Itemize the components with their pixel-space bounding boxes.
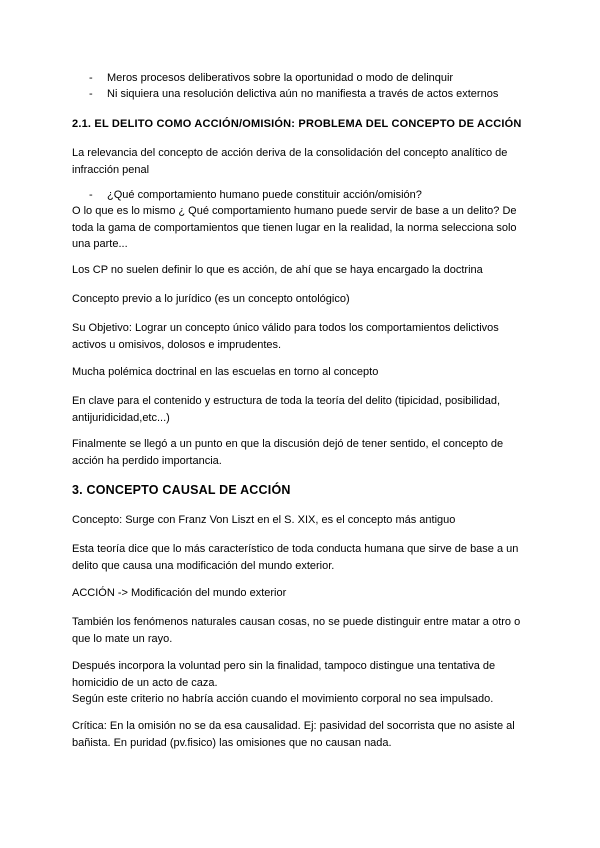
paragraph-line: activos u omisivos, dolosos e imprudentes. xyxy=(72,338,282,351)
section-heading: 3. CONCEPTO CAUSAL DE ACCIÓN xyxy=(72,483,291,497)
paragraph-line: antijuridicidad,etc...) xyxy=(72,411,170,424)
paragraph-line: que lo mate un rayo. xyxy=(72,632,173,645)
paragraph-line: Según este criterio no habría acción cuando el movimiento corporal no sea impulsado. xyxy=(72,693,494,705)
section-heading: 2.1. EL DELITO COMO ACCIÓN/OMISIÓN: PROBLEMA DEL CONCEPTO DE ACCIÓN xyxy=(72,118,522,130)
paragraph-critica xyxy=(72,718,532,751)
bullet-marker: - xyxy=(89,88,93,100)
paragraph-line: delito que causa una modificación del mundo exterior. xyxy=(72,559,335,572)
paragraph-line: O lo que es lo mismo ¿ Qué comportamiento humano puede servir de base a un delito? De xyxy=(72,205,517,217)
bullet-marker: - xyxy=(89,72,93,84)
bullet-marker: - xyxy=(89,189,93,201)
paragraph-line: Finalmente se llegó a un punto en que la discusión dejó de tener sentido, el concepto de xyxy=(72,438,504,450)
paragraph-clave xyxy=(72,393,532,426)
paragraph-line: También los fenómenos naturales causan cosas, no se puede distinguir entre matar a otro o xyxy=(72,616,521,628)
paragraph-line: toda la gama de comportamientos que tienen lugar en la realidad, la norma selecciona solo xyxy=(72,221,517,234)
paragraph-line: infracción penal xyxy=(72,163,150,176)
bullet-item: ¿Qué comportamiento humano puede constituir acción/omisión? xyxy=(107,189,422,201)
paragraph-line: una parte... xyxy=(72,238,128,250)
paragraph-line: Después incorpora la voluntad pero sin la finalidad, tampoco distingue una tentativa de xyxy=(72,660,496,672)
paragraph-concepto: Concepto: Surge con Franz Von Liszt en el S. XIX, es el concepto más antiguo xyxy=(72,514,456,526)
paragraph-intro xyxy=(72,145,532,178)
paragraph-teoria xyxy=(72,541,532,574)
paragraph-cp: Los CP no suelen definir lo que es acción, de ahí que se haya encargado la doctrina xyxy=(72,264,483,276)
bullet-item: Meros procesos deliberativos sobre la oportunidad o modo de delinquir xyxy=(107,72,454,84)
paragraph-fenomenos xyxy=(72,614,532,647)
paragraph-objetivo xyxy=(72,320,532,353)
paragraph-polemica: Mucha polémica doctrinal en las escuelas en torno al concepto xyxy=(72,366,379,378)
paragraph-line: Crítica: En la omisión no se da esa causalidad. Ej: pasividad del socorrista que no asiste al xyxy=(72,720,515,732)
paragraph-despues xyxy=(72,658,532,708)
paragraph-accion: ACCIÓN -> Modificación del mundo exterior xyxy=(72,587,287,599)
bullet-item: Ni siquiera una resolución delictiva aún no manifiesta a través de actos externos xyxy=(107,88,499,100)
paragraph-line: La relevancia del concepto de acción deriva de la consolidación del concepto analítico de xyxy=(72,147,508,159)
paragraph-line: Esta teoría dice que lo más característico de toda conducta humana que sirve de base a un xyxy=(72,543,519,555)
paragraph-previo: Concepto previo a lo jurídico (es un concepto ontológico) xyxy=(72,293,350,305)
paragraph-line: acción ha perdido importancia. xyxy=(72,454,222,467)
paragraph-line: homicidio de un acto de caza. xyxy=(72,676,218,689)
paragraph-final xyxy=(72,436,532,469)
paragraph-line: En clave para el contenido y estructura de toda la teoría del delito (tipicidad, posibilidad, xyxy=(72,395,501,407)
paragraph-question xyxy=(72,203,532,253)
paragraph-line: bañista. En puridad (pv.fisico) las omisiones que no causan nada. xyxy=(72,736,392,749)
paragraph-line: Su Objetivo: Lograr un concepto único válido para todos los comportamientos delictivos xyxy=(72,322,499,334)
